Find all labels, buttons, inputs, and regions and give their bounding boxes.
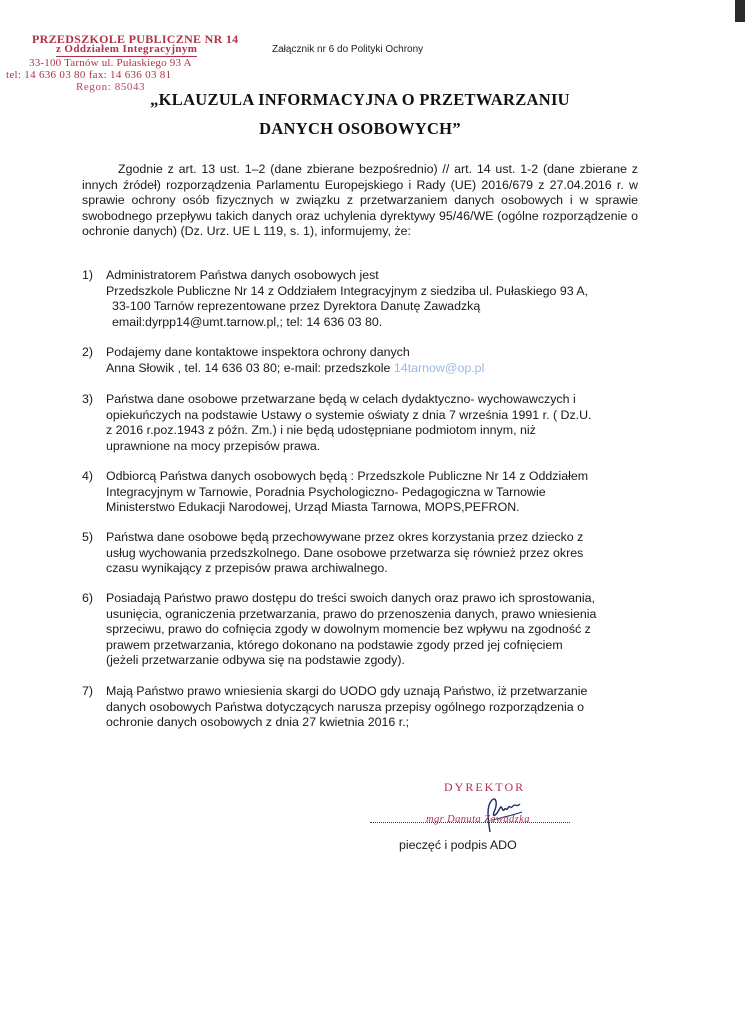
item-number: 5) [82, 530, 94, 544]
item-number: 2) [82, 345, 94, 359]
list-item-2 [82, 345, 642, 376]
signature-role: DYREKTOR [444, 780, 526, 794]
item-line: ochronie danych osobowych z dnia 27 kwietnia 2016 r.; [106, 715, 410, 730]
item-number: 4) [82, 469, 94, 483]
item-line: z 2016 r.poz.1943 z późn. Zm.) i nie będą udostępniane podmiotom innym, niż [106, 423, 536, 438]
signature-caption: pieczęć i podpis ADO [399, 838, 517, 852]
item-line: czasu wynikający z przepisów prawa archiwalnego. [106, 561, 388, 576]
signature-name: mgr Danuta Zawadzka [426, 814, 530, 825]
stamp-line-address: 33-100 Tarnów ul. Pułaskiego 93 A [29, 57, 192, 69]
annex-note: Załącznik nr 6 do Polityki Ochrony [272, 44, 424, 55]
item-line: Podajemy dane kontaktowe inspektora ochrony danych [106, 345, 410, 359]
item-number: 6) [82, 591, 94, 605]
list-item-5 [82, 530, 642, 577]
item-line: Posiadają Państwo prawo dostępu do treści swoich danych oraz prawo ich sprostowania, [106, 591, 596, 605]
item-line: opiekuńczych na podstawie Ustawy o systemie oświaty z dnia 7 września 1991 r. ( Dz.U. [106, 407, 592, 422]
item-line: Państwa dane osobowe przetwarzane będą w celach dydaktyczno- wychowawczych i [106, 392, 576, 406]
signature-line [370, 822, 570, 823]
item-line: danych osobowych Państwa dotyczących narusza przepisy ogólnego rozporządzenia o [106, 699, 585, 714]
stamp-line-regon: Regon: 85043 [76, 81, 146, 93]
stamp-line-phone: tel: 14 636 03 80 fax: 14 636 03 81 [6, 69, 172, 81]
scan-edge-mark [735, 0, 745, 22]
item-line: Przedszkole Publiczne Nr 14 z Oddziałem Integracyjnym z siedziba ul. Pułaskiego 93 A, [106, 283, 589, 298]
item-number: 3) [82, 392, 94, 406]
item-line: usług wychowania przedszkolnego. Dane osobowe przetwarza się również przez okres [106, 545, 584, 560]
item-line: Odbiorcą Państwa danych osobowych będą : Przedszkole Publiczne Nr 14 z Oddziałem [106, 469, 589, 483]
stamp-line-name: PRZEDSZKOLE PUBLICZNE NR 14 [32, 32, 239, 46]
intro-paragraph: Zgodnie z art. 13 ust. 1–2 (dane zbierane bezpośrednio) // art. 14 ust. 1-2 (dane zbierane z innych źródeł) rozporządzenia Parlamentu Europejskiego i Rady (UE) 2016/679 z 27.04.2016 r. w sprawie ochrony osób fizycznych w związku z przetwarzaniem danych osobowych i w sprawie swobodnego przepływu takich danych oraz uchylenia dyrektywy 95/46/WE (ogólne rozporządzenie o ochronie danych) (Dz. Urz. UE L 119, s. 1), informujemy, że: [82, 162, 638, 239]
item-line: usunięcia, ograniczenia przetwarzania, prawo do przenoszenia danych, prawo wniesienia [106, 606, 597, 621]
list-item-3 [82, 392, 642, 454]
item-line: Integracyjnym w Tarnowie, Poradnia Psychologiczno- Pedagogiczna w Tarnowie [106, 484, 546, 499]
item-line: email:dyrpp14@umt.tarnow.pl,; tel: 14 636 03 80. [112, 314, 383, 329]
signature-block [370, 780, 630, 860]
item-line: (jeżeli przetwarzanie odbywa się na podstawie zgody). [106, 653, 405, 668]
item-line: 33-100 Tarnów reprezentowane przez Dyrektora Danutę Zawadzką [112, 299, 481, 314]
item-line: Mają Państwo prawo wniesienia skargi do UODO gdy uznają Państwo, iż przetwarzanie [106, 684, 588, 698]
item-line: Państwa dane osobowe będą przechowywane przez okres korzystania przez dziecko z [106, 530, 584, 544]
item-line: prawem przetwarzania, którego dokonano na podstawie zgody przed jej cofnięciem [106, 637, 563, 652]
document-title-line1: „KLAUZULA INFORMACYJNA O PRZETWARZANIU [150, 90, 570, 109]
item-line: uprawnione na mocy przepisów prawa. [106, 438, 321, 453]
document-title-line2: DANYCH OSOBOWYCH” [259, 119, 461, 138]
list-item-1 [82, 268, 642, 330]
item-number: 1) [82, 268, 94, 282]
email-link[interactable]: 14tarnow@op.pl [393, 360, 485, 375]
item-number: 7) [82, 684, 94, 698]
list-item-7 [82, 684, 642, 731]
list-item-4 [82, 469, 642, 516]
item-line: Ministerstwo Edukacji Narodowej, Urząd Miasta Tarnowa, MOPS,PEFRON. [106, 500, 520, 515]
item-line: Anna Słowik , tel. 14 636 03 80; e-mail: przedszkole [106, 360, 394, 375]
stamp-line-subtitle: z Oddziałem Integracyjnym [56, 43, 198, 55]
item-line: sprzeciwu, prawo do cofnięcia zgody w dowolnym momencie bez wpływu na zgodność z [106, 622, 591, 637]
list-item-6 [82, 591, 642, 669]
item-line: Administratorem Państwa danych osobowych jest [106, 268, 379, 282]
